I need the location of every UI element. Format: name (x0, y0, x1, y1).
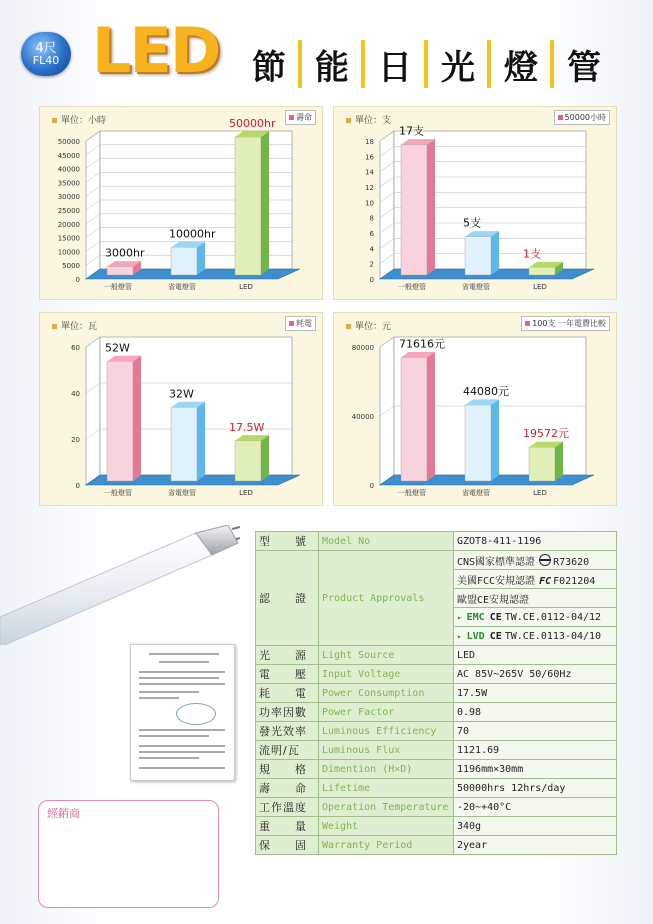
y-tick-label: 50000 (57, 138, 80, 146)
y-tick-label: 20000 (57, 220, 80, 229)
approval-line (454, 551, 617, 570)
title-separator (298, 40, 302, 88)
x-category-label: 省電燈管 (168, 283, 196, 291)
chart-tube-count (333, 106, 617, 300)
spec-row (256, 532, 617, 551)
spec-key-english: Operation Temperature (319, 798, 454, 817)
chart-side-wall (86, 337, 100, 485)
y-tick-label: 2 (369, 260, 374, 269)
y-tick-label: 8 (369, 214, 374, 223)
spec-row (256, 684, 617, 703)
spec-key: 光 源 (256, 646, 319, 665)
lvd-value: TW.CE.0113-04/10 (504, 630, 602, 642)
lvd-line (454, 627, 617, 646)
spec-key: 耗 電 (256, 684, 319, 703)
spec-key: 壽 命 (256, 779, 319, 798)
bar-value-label: 19572元 (523, 427, 569, 441)
lvd-label: LVD (466, 630, 485, 642)
spec-key-english: Product Approvals (319, 551, 454, 646)
led-logo: LED (92, 14, 220, 87)
y-tick-label: 40000 (57, 165, 80, 174)
spec-key-english: Model No (319, 532, 454, 551)
emc-line (454, 608, 617, 627)
bar-side (197, 242, 205, 275)
x-category-label: 省電燈管 (462, 489, 490, 497)
bar-front (235, 441, 261, 481)
chart-legend-label: 耗電 (296, 319, 312, 328)
bar-side (261, 435, 269, 481)
y-tick-label: 4 (369, 245, 374, 254)
chart-legend (285, 316, 316, 331)
spec-row (256, 836, 617, 855)
y-tick-label: 16 (365, 153, 374, 162)
y-tick-label: 10 (365, 199, 374, 208)
spec-value: 340g (454, 817, 617, 836)
badge-model: FL40 (32, 54, 60, 67)
approval-line (454, 589, 617, 608)
bar-side (491, 399, 499, 481)
y-tick-label: 5000 (62, 262, 80, 271)
x-category-label: LED (533, 489, 547, 497)
spec-value: 17.5W (454, 684, 617, 703)
spec-key: 電 壓 (256, 665, 319, 684)
x-category-label: 省電燈管 (168, 489, 196, 497)
y-tick-label: 80000 (351, 344, 374, 352)
spec-key-english: Weight (319, 817, 454, 836)
chart-legend-label: 50000小時 (564, 113, 606, 122)
bar-value-label: 10000hr (169, 227, 216, 241)
spec-key: 型 號 (256, 532, 319, 551)
spec-row (256, 779, 617, 798)
led-tube-image (0, 525, 240, 645)
spec-row (256, 646, 617, 665)
badge-size: 4尺 (35, 41, 57, 56)
approval-mark: F021204 (553, 575, 596, 587)
spec-key-english: Lifetime (319, 779, 454, 798)
chart-side-wall (380, 131, 394, 279)
x-category-label: LED (533, 283, 547, 291)
spec-key: 保 固 (256, 836, 319, 855)
title-char: 日 (378, 48, 412, 88)
title-separator (361, 40, 365, 88)
chart-unit (346, 113, 391, 126)
bar-value-label: 1支 (523, 247, 541, 261)
spec-value: AC 85V~265V 50/60Hz (454, 665, 617, 684)
spec-value: GZOT8-411-1196 (454, 532, 617, 551)
bar-value-label: 52W (105, 341, 130, 355)
approval-text: CNS國家標準認證 (457, 556, 536, 568)
spec-value: 50000hrs 12hrs/day (454, 779, 617, 798)
spec-row (256, 817, 617, 836)
bar-front (465, 405, 491, 481)
dealer-label: 經銷商 (47, 807, 80, 820)
spec-key: 重 量 (256, 817, 319, 836)
bar-value-label: 3000hr (105, 246, 145, 260)
x-category-label: LED (239, 489, 253, 497)
bar-front (465, 237, 491, 275)
y-tick-label: 40000 (351, 413, 374, 421)
bar-side (261, 131, 269, 275)
x-category-label: 省電燈管 (462, 283, 490, 291)
bar-value-label: 32W (169, 387, 194, 401)
title-char: 燈 (504, 48, 538, 88)
chart-legend (285, 110, 316, 125)
chart-electricity-cost (333, 312, 617, 506)
bullet-icon: ▸ (457, 631, 467, 641)
title-char: 管 (567, 48, 601, 88)
bar-front (529, 267, 555, 275)
dealer-box (38, 800, 219, 908)
spec-value: 70 (454, 722, 617, 741)
y-tick-label: 35000 (57, 179, 80, 188)
chart-unit-label: 單位：小時 (61, 116, 107, 126)
y-tick-label: 45000 (57, 151, 80, 160)
y-tick-label: 20 (71, 436, 80, 444)
bar-front (401, 145, 427, 275)
spec-key-english: Power Consumption (319, 684, 454, 703)
y-tick-label: 15000 (57, 234, 80, 243)
x-category-label: LED (239, 283, 253, 291)
spec-row (256, 665, 617, 684)
chart-legend (554, 110, 610, 125)
approval-text: 美國FCC安規認證 (457, 575, 536, 587)
approval-text: 歐盟CE安規認證 (457, 594, 530, 606)
chart-tube-count-svg (334, 107, 616, 299)
ce-mark-icon: CE (489, 630, 502, 642)
bar-side (491, 231, 499, 275)
x-category-label: 一般燈管 (104, 489, 132, 497)
chart-power-svg (40, 313, 322, 505)
y-tick-label: 60 (71, 344, 80, 352)
approval-row (256, 551, 617, 570)
spec-key: 發光效率 (256, 722, 319, 741)
spec-value: 0.98 (454, 703, 617, 722)
chart-unit-label: 單位：瓦 (61, 322, 98, 332)
bullet-icon: ▸ (457, 612, 467, 622)
spec-key-english: Luminous Flux (319, 741, 454, 760)
y-tick-label: 0 (75, 482, 80, 490)
title-char: 能 (315, 48, 349, 88)
chart-unit (52, 319, 97, 332)
chart-electricity-cost-svg (334, 313, 616, 505)
spec-key-english: Light Source (319, 646, 454, 665)
spec-key: 功率因數 (256, 703, 319, 722)
chart-legend-label: 100支 一年電費比較 (532, 319, 606, 328)
spec-key-english: Luminous Efficiency (319, 722, 454, 741)
title-char: 光 (441, 48, 475, 88)
y-tick-label: 25000 (57, 207, 80, 215)
x-category-label: 一般燈管 (104, 283, 132, 291)
ce-mark-icon: CE (489, 611, 502, 623)
title-char: 節 (252, 48, 286, 88)
spec-key-english: Dimention (H×D) (319, 760, 454, 779)
chart-unit-label: 單位：支 (355, 116, 392, 126)
y-tick-label: 0 (75, 276, 80, 284)
spec-row (256, 798, 617, 817)
bar-front (171, 407, 197, 481)
spec-row (256, 722, 617, 741)
size-badge (21, 32, 71, 76)
bar-value-label: 17.5W (229, 420, 265, 434)
spec-key: 認 證 (256, 551, 319, 646)
bar-front (529, 447, 555, 481)
bar-front (107, 267, 133, 275)
bar-side (427, 352, 435, 481)
spec-value: 1121.69 (454, 741, 617, 760)
bar-value-label: 5支 (463, 216, 481, 230)
y-tick-label: 18 (365, 138, 374, 146)
title-separator (487, 40, 491, 88)
spec-value: 2year (454, 836, 617, 855)
chart-unit (346, 319, 391, 332)
y-tick-label: 10000 (57, 248, 80, 257)
spec-row (256, 741, 617, 760)
bar-front (401, 357, 427, 481)
approval-mark: R73620 (553, 556, 590, 568)
chart-legend-label: 壽命 (296, 113, 312, 122)
bar-front (107, 361, 133, 481)
bar-front (171, 247, 197, 275)
y-tick-label: 40 (71, 390, 80, 398)
y-tick-label: 0 (369, 482, 374, 490)
bar-value-label: 44080元 (463, 384, 509, 398)
spec-value: LED (454, 646, 617, 665)
chart-lifetime-svg (40, 107, 322, 299)
spec-key-english: Warranty Period (319, 836, 454, 855)
approval-line (454, 570, 617, 589)
chart-unit (52, 113, 106, 126)
title-separator (550, 40, 554, 88)
spec-value: 1196mm×30mm (454, 760, 617, 779)
fcc-mark-icon: FC (539, 575, 552, 587)
chart-unit-label: 單位：元 (355, 322, 392, 332)
bar-front (235, 137, 261, 275)
bar-side (555, 442, 563, 481)
spec-key-english: Power Factor (319, 703, 454, 722)
y-tick-label: 14 (365, 168, 374, 177)
cns-mark-icon (539, 554, 551, 566)
y-tick-label: 6 (369, 230, 374, 238)
spec-value: -20~+40°C (454, 798, 617, 817)
spec-key: 規 格 (256, 760, 319, 779)
chart-legend (521, 316, 610, 331)
emc-label: EMC (466, 611, 485, 623)
bar-side (133, 356, 141, 481)
spec-row (256, 703, 617, 722)
bar-value-label: 50000hr (229, 117, 276, 130)
certificate-image (130, 644, 235, 781)
bar-value-label: 17支 (399, 124, 424, 138)
spec-table (255, 531, 617, 855)
emc-value: TW.CE.0112-04/12 (504, 611, 602, 623)
bar-value-label: 71616元 (399, 337, 445, 351)
bar-side (197, 402, 205, 481)
y-tick-label: 0 (369, 276, 374, 284)
bar-side (427, 139, 435, 275)
chart-lifetime (39, 106, 323, 300)
title-separator (424, 40, 428, 88)
spec-key: 流明/瓦 (256, 741, 319, 760)
spec-key: 工作溫度 (256, 798, 319, 817)
spec-key-english: Input Voltage (319, 665, 454, 684)
x-category-label: 一般燈管 (398, 489, 426, 497)
y-tick-label: 30000 (57, 193, 80, 202)
spec-row (256, 760, 617, 779)
x-category-label: 一般燈管 (398, 283, 426, 291)
y-tick-label: 12 (365, 184, 374, 192)
chart-power (39, 312, 323, 506)
